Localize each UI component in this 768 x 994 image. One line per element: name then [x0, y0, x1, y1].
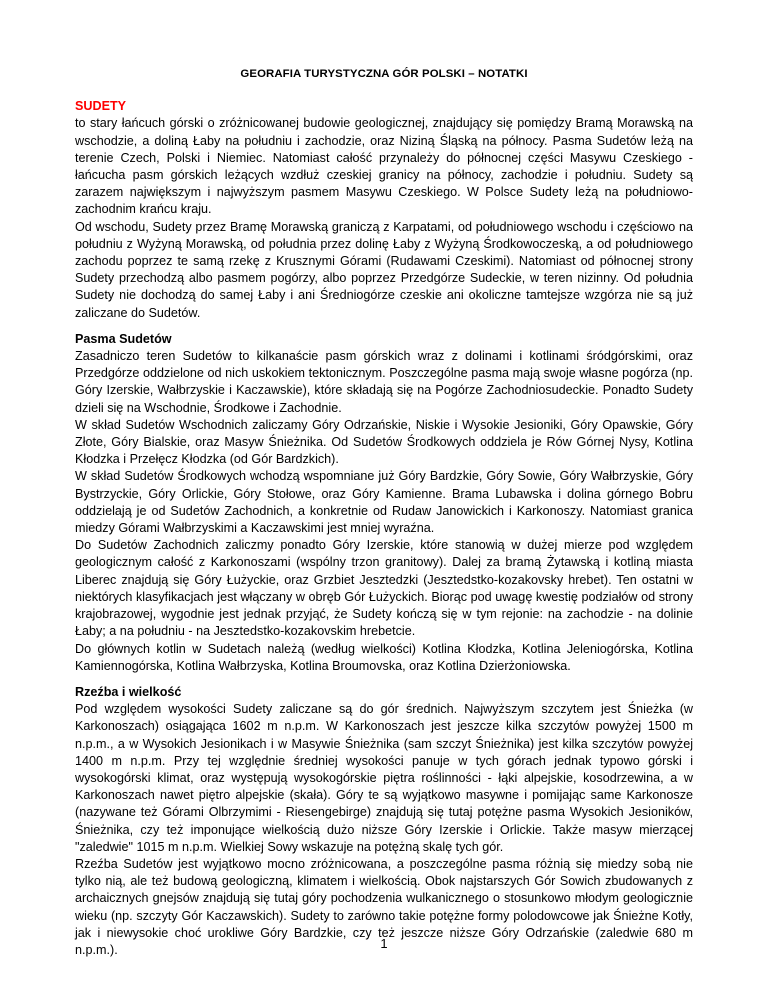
paragraph: Pod względem wysokości Sudety zaliczane są do gór średnich. Najwyższym szczytem jest Śnieżka (w Karkonoszach) osiągająca 1602 m n.p.m. W Karkonoszach jest jeszcze kilka szczytów powyżej 1500 m n.p.m., a w Wysokich Jesionikach i w Masywie Śnieżnika (sam szczyt Śnieżnika) jest kilka szczytów powyżej 1400 m n.p.m. Przy tej względnie średniej wysokości panuje w tych górach jednak typowo górski i wysokogórski klimat, oraz występują wysokogórskie piętra roślinności - łąki alpejskie, kosodrzewina, a w Karkonoszach nawet piętro alpejskie (skała). Góry te są wyjątkowo masywne i pomijając same Karkonosze (nazywane też Górami Olbrzymimi - Riesengebirge) znajdują się tutaj potężne pasma Wysokich Jesioników, Śnieżnika, czy też imponujące wielkością dużo niższe Góry Izerskie i Orlickie. Także masyw mierzącej "zaledwie" 1015 m n.p.m. Wielkiej Sowy wskazuje na potężną skalę tych gór.: [75, 702, 693, 854]
paragraph: Do głównych kotlin w Sudetach należą (według wielkości) Kotlina Kłodzka, Kotlina Jeleniogórska, Kotlina Kamiennogórska, Kotlina Wałbrzyska, Kotlina Broumovska, oraz Kotlina Dzierżoniowska.: [75, 641, 693, 673]
paragraph: Zasadniczo teren Sudetów to kilkanaście pasm górskich wraz z dolinami i kotlinami śródgórskimi, oraz Przedgórze oddzielone od nich uskokiem tektonicznym. Poszczególne pasma mają swoje własne pogórza (np. Góry Izerskie, Wałbrzyskie i Kaczawskie), które składają się na Pogórze Zachodniosudeckie. Ponadto Sudety dzieli się na Wschodnie, Środkowe i Zachodnie.: [75, 349, 693, 415]
section-rzezba-i-wielkosc: [75, 684, 693, 959]
paragraph: W skład Sudetów Środkowych wchodzą wspomniane już Góry Bardzkie, Góry Sowie, Góry Wałbrzyskie, Góry Bystrzyckie, Góry Orlickie, Góry Stołowe, oraz Góry Kamienne. Brama Lubawska i dolina górnego Bobru oddzielają je od Sudetów Zachodnich, a konkretnie od Rudaw Janowickich i Karkonoszy. Natomiast granica miedzy Górami Wałbrzyskimi a Kaczawskimi jest mniej wyraźna.: [75, 469, 693, 536]
section-pasma-sudetow: [75, 331, 693, 675]
paragraph: to stary łańcuch górski o zróżnicowanej budowie geologicznej, znajdujący się pomiędzy Bramą Morawską na wschodzie, a doliną Łaby na południu i zachodzie, oraz Niziną Śląską na północy. Pasma Sudetów leżą na terenie Czech, Polski i Niemiec. Natomiast całość przynależy do północnej części Masywu Czeskiego - łańcucha pasm górskich leżących wzdłuż czeskiej granicy na północy, zachodzie i południu. Sudety są zarazem największym i najwyższym pasmem Masywu Czeskiego. W Polsce Sudety leżą na południowo-zachodnim krańcu kraju.: [75, 116, 693, 217]
document-body: [75, 66, 693, 959]
paragraph: Od wschodu, Sudety przez Bramę Morawską graniczą z Karpatami, od południowego wschodu i częściowo na południu z Wyżyną Morawską, od południa przez dolinę Łaby z Wyżyną Środkowoczeską, a od południowego zachodu poprzez te samą rzekę z Krusznymi Górami (Rudawami Czeskimi). Natomiast od północnej strony Sudety przechodzą albo pasmem pogórzy, albo poprzez Przedgórze Sudeckie, w teren nizinny. Od południa Sudety nie dochodzą do samej Łaby i ani Średniogórze czeskie ani okoliczne tamtejsze wzgórza nie są już zaliczane do Sudetów.: [75, 219, 693, 320]
page-number: 1: [380, 936, 388, 951]
section-sudety: [75, 98, 693, 322]
section-heading: Rzeźba i wielkość: [75, 684, 182, 699]
paragraph: Rzeźba Sudetów jest wyjątkowo mocno zróżnicowana, a poszczególne pasma różnią się miedzy sobą nie tylko nią, ale też budową geologiczną, klimatem i wielkością. Obok najstarszych Gór Sowich zbudowanych z archaicznych gnejsów znajdują się tutaj góry pochodzenia wulkanicznego o stosunkowo młodym geologicznie wieku (np. szczyty Gór Kaczawskich). Sudety to zarówno takie potężne formy polodowcowe jak Śnieżne Kotły, jak i niewysokie choć urokliwe Góry Bardzkie, czy też jeszcze niższe Góry Odrzańskie (zaledwie 680 m n.p.m.).: [75, 856, 693, 957]
paragraph: W skład Sudetów Wschodnich zaliczamy Góry Odrzańskie, Niskie i Wysokie Jesioniki, Góry Opawskie, Góry Złote, Góry Bialskie, oraz Masyw Śnieżnika. Od Sudetów Środkowych oddziela je Rów Górnej Nysy, Kotlina Kłodzka i Przełęcz Kłodzka (od Gór Bardzkich).: [75, 417, 693, 467]
document-title: GEORAFIA TURYSTYCZNA GÓR POLSKI – NOTATKI: [240, 68, 528, 80]
section-heading: SUDETY: [75, 99, 127, 114]
paragraph: Do Sudetów Zachodnich zaliczmy ponadto Góry Izerskie, które stanowią w dużej mierze pod względem geologicznym całość z Karkonoszami (wspólny trzon granitowy). Dalej za bramą Żytawską i kotliną miasta Liberec znajdują się Góry Łużyckie, oraz Grzbiet Jesztedzki (Jesztedstko-kozakovsky hrebet). Ten ostatni w niektórych klasyfikacjach jest włączany w obręb Gór Łużyckich. Biorąc pod uwagę kwestię podziałów od strony krajobrazowej, wygodnie jest jednak przyjąć, że Sudety kończą się w tym rejonie: na zachodzie - na dolinie Łaby; a na południu - na Jesztedstko-kozakovskim hrebetcie.: [75, 538, 693, 639]
section-heading: Pasma Sudetów: [75, 331, 172, 346]
